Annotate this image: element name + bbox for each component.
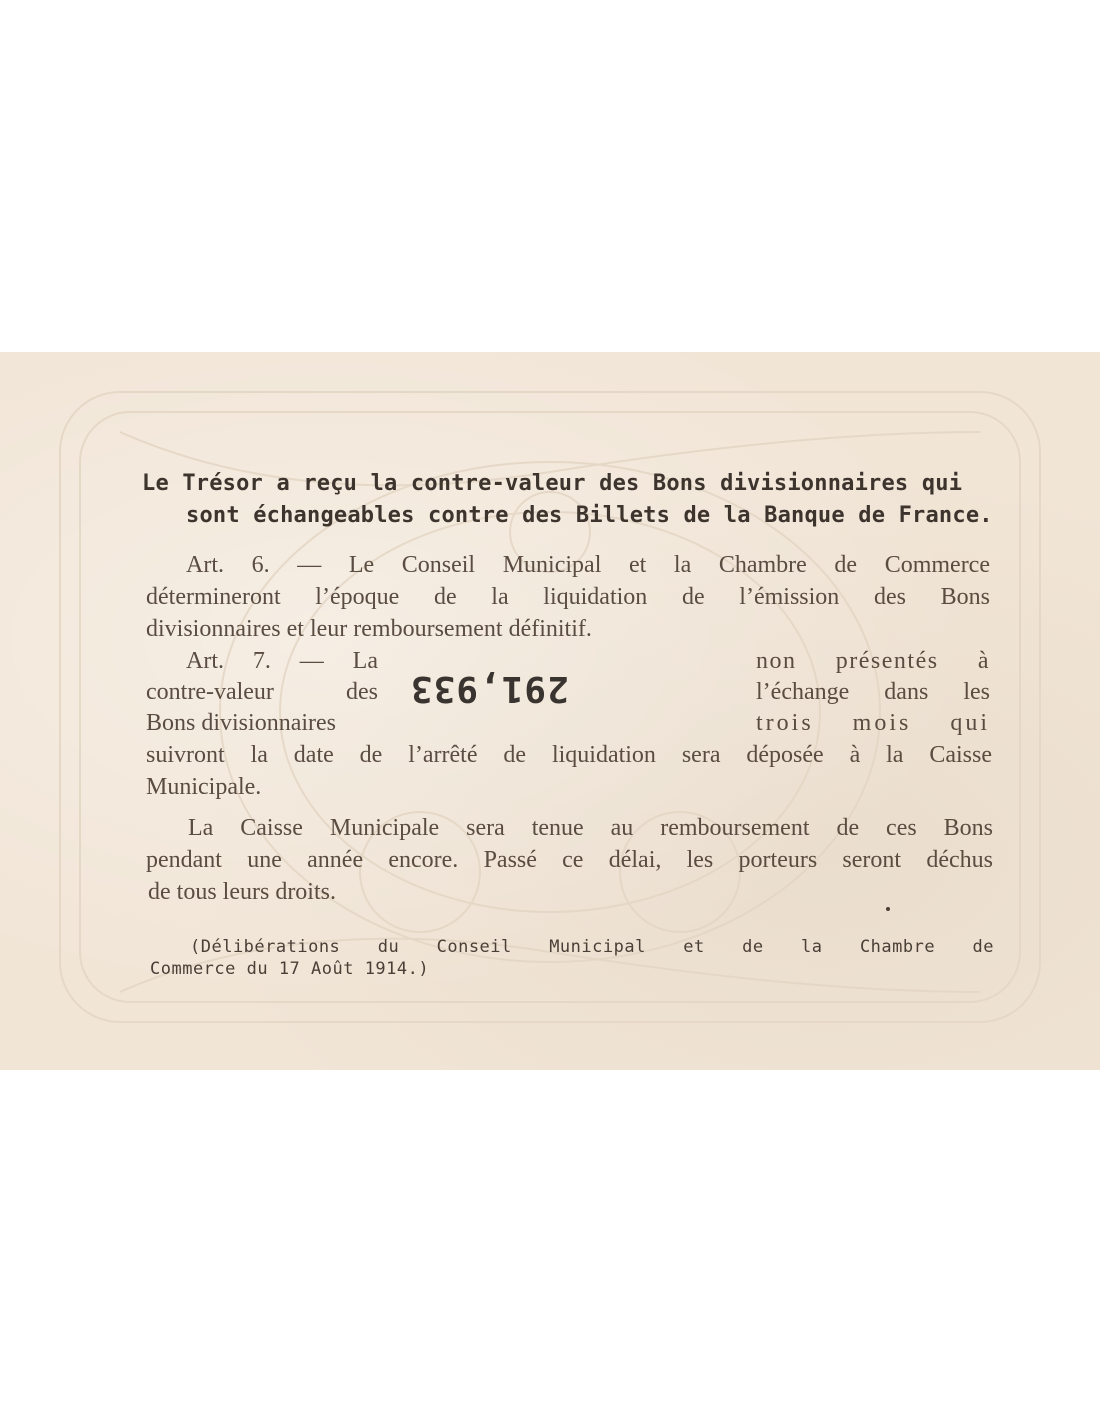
art7-line-5: Municipale. (146, 774, 262, 800)
art7-line-4: suivront la date de l’arrêté de liquidation sera déposée à la Caisse (146, 742, 992, 768)
art7-right-line-3: trois mois qui (756, 710, 990, 736)
caisse-line-1: La Caisse Municipale sera tenue au remboursement de ces Bons (188, 815, 993, 841)
caisse-line-2: pendant une année encore. Passé ce délai, les porteurs seront déchus (146, 847, 993, 873)
serial-number: 291,933 (410, 668, 569, 709)
art6-line-2: détermineront l’époque de la liquidation de l’émission des Bons (146, 584, 990, 610)
caisse-line-3: de tous leurs droits. (148, 879, 336, 905)
heading-line-2: sont échangeables contre des Billets de la Banque de France. (186, 503, 993, 528)
deliberations-line-2: Commerce du 17 Août 1914.) (150, 959, 430, 979)
art6-line-1: Art. 6. — Le Conseil Municipal et la Chambre de Commerce (186, 552, 990, 578)
banknote-reverse (0, 352, 1100, 1070)
heading-line-1: Le Trésor a reçu la contre-valeur des Bons divisionnaires qui (142, 471, 963, 496)
art7-left-line-1: Art. 7. — La (186, 648, 378, 674)
art7-left-line-2: contre-valeur des (146, 679, 378, 705)
deliberations-line-1: (Délibérations du Conseil Municipal et de la Chambre de (190, 937, 994, 957)
art7-right-line-2: l’échange dans les (756, 679, 990, 705)
ink-dot (886, 907, 890, 911)
art6-line-3: divisionnaires et leur remboursement définitif. (146, 616, 592, 642)
art7-left-line-3: Bons divisionnaires (146, 710, 336, 736)
art7-right-line-1: non présentés à (756, 648, 990, 674)
